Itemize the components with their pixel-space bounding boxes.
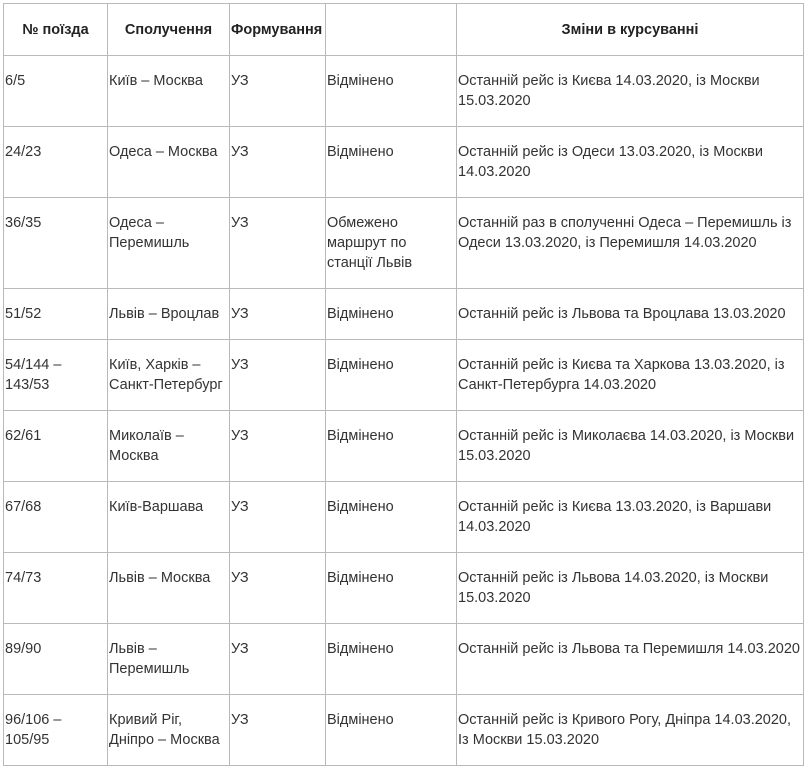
cell-route: Миколаїв – Москва: [108, 411, 230, 482]
cell-train-number: 62/61: [4, 411, 108, 482]
cell-status: Відмінено: [326, 624, 457, 695]
cell-train-number: 6/5: [4, 56, 108, 127]
cell-changes: Останній рейс із Миколаєва 14.03.2020, із Москви 15.03.2020: [457, 411, 804, 482]
cell-changes: Останній раз в сполученні Одеса – Перемишль із Одеси 13.03.2020, із Перемишля 14.03.2020: [457, 198, 804, 289]
cell-status: Відмінено: [326, 411, 457, 482]
table-row: [4, 553, 804, 624]
cell-formation: УЗ: [230, 56, 326, 127]
cell-formation: УЗ: [230, 198, 326, 289]
cell-formation: УЗ: [230, 340, 326, 411]
header-formation: Формування: [230, 4, 326, 56]
cell-formation: УЗ: [230, 695, 326, 766]
cell-train-number: 24/23: [4, 127, 108, 198]
cell-formation: УЗ: [230, 624, 326, 695]
cell-route: Київ, Харків – Санкт-Петербург: [108, 340, 230, 411]
cell-status: Відмінено: [326, 56, 457, 127]
cell-status: Відмінено: [326, 289, 457, 340]
table-row: [4, 127, 804, 198]
cell-changes: Останній рейс із Львова та Вроцлава 13.03.2020: [457, 289, 804, 340]
cell-formation: УЗ: [230, 411, 326, 482]
header-train-number: № поїзда: [4, 4, 108, 56]
cell-status: Відмінено: [326, 695, 457, 766]
cell-status: Відмінено: [326, 340, 457, 411]
cell-route: Львів – Москва: [108, 553, 230, 624]
table-row: [4, 56, 804, 127]
cell-train-number: 67/68: [4, 482, 108, 553]
cell-changes: Останній рейс із Кривого Рогу, Дніпра 14.03.2020, Із Москви 15.03.2020: [457, 695, 804, 766]
cell-formation: УЗ: [230, 289, 326, 340]
cell-route: Кривий Ріг, Дніпро – Москва: [108, 695, 230, 766]
cell-route: Одеса – Перемишль: [108, 198, 230, 289]
cell-changes: Останній рейс із Львова та Перемишля 14.03.2020: [457, 624, 804, 695]
cell-changes: Останній рейс із Львова 14.03.2020, із Москви 15.03.2020: [457, 553, 804, 624]
cell-changes: Останній рейс із Києва 13.03.2020, із Варшави 14.03.2020: [457, 482, 804, 553]
cell-route: Одеса – Москва: [108, 127, 230, 198]
train-changes-table: [3, 3, 804, 766]
cell-changes: Останній рейс із Києва та Харкова 13.03.2020, із Санкт-Петербурга 14.03.2020: [457, 340, 804, 411]
table-header-row: [4, 4, 804, 56]
table-row: [4, 289, 804, 340]
cell-route: Львів – Перемишль: [108, 624, 230, 695]
cell-train-number: 51/52: [4, 289, 108, 340]
table-row: [4, 198, 804, 289]
cell-changes: Останній рейс із Києва 14.03.2020, із Москви 15.03.2020: [457, 56, 804, 127]
cell-route: Київ – Москва: [108, 56, 230, 127]
cell-changes: Останній рейс із Одеси 13.03.2020, із Москви 14.03.2020: [457, 127, 804, 198]
header-schedule-changes: Зміни в курсуванні: [457, 4, 804, 56]
cell-status: Обмежено маршрут по станції Львів: [326, 198, 457, 289]
cell-train-number: 36/35: [4, 198, 108, 289]
cell-formation: УЗ: [230, 553, 326, 624]
header-status: [326, 4, 457, 56]
cell-route: Львів – Вроцлав: [108, 289, 230, 340]
cell-train-number: 96/106 – 105/95: [4, 695, 108, 766]
cell-train-number: 74/73: [4, 553, 108, 624]
cell-formation: УЗ: [230, 127, 326, 198]
table-row: [4, 411, 804, 482]
cell-train-number: 89/90: [4, 624, 108, 695]
cell-status: Відмінено: [326, 482, 457, 553]
header-route: Сполучення: [108, 4, 230, 56]
cell-status: Відмінено: [326, 127, 457, 198]
table-row: [4, 624, 804, 695]
table-row: [4, 340, 804, 411]
table-row: [4, 695, 804, 766]
cell-route: Київ-Варшава: [108, 482, 230, 553]
table-row: [4, 482, 804, 553]
cell-train-number: 54/144 – 143/53: [4, 340, 108, 411]
cell-formation: УЗ: [230, 482, 326, 553]
cell-status: Відмінено: [326, 553, 457, 624]
